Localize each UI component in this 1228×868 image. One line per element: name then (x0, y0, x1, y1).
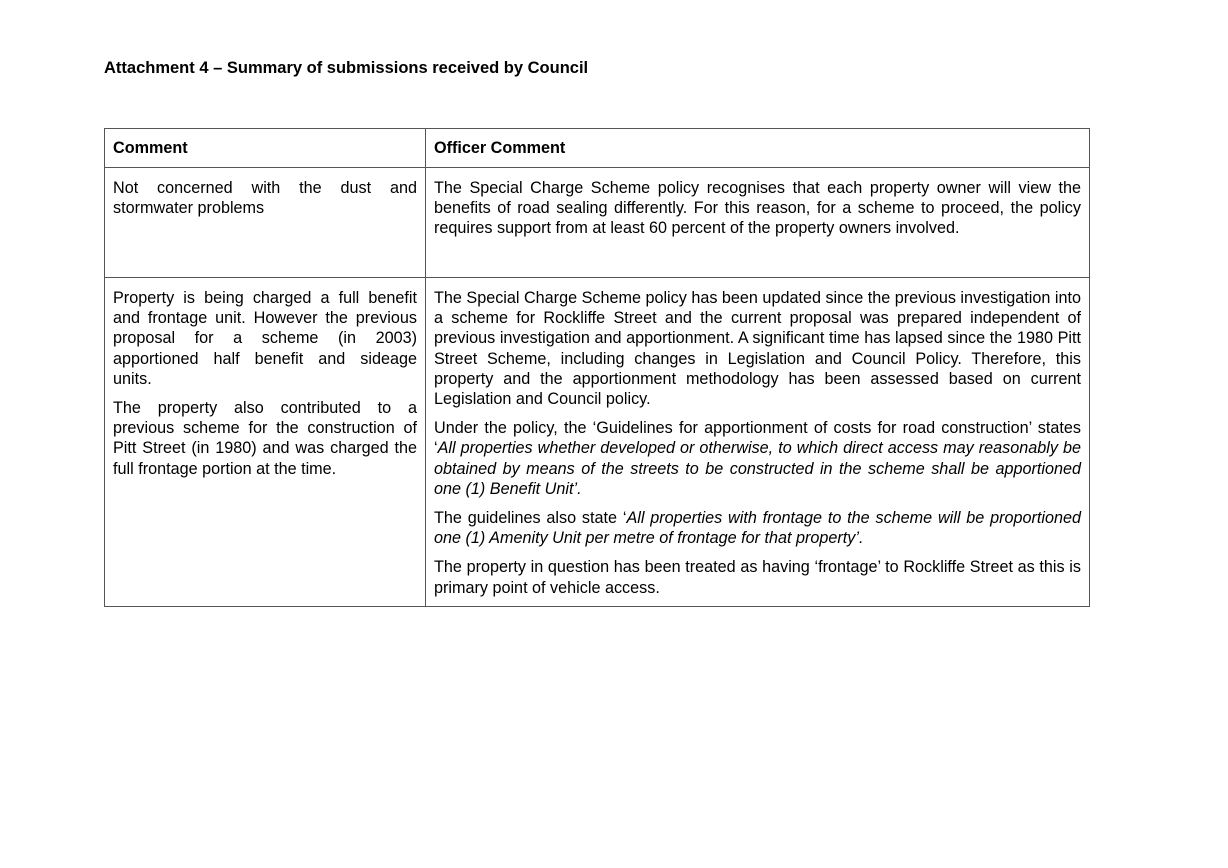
comment-cell (105, 168, 426, 278)
officer-comment-paragraph (434, 418, 1081, 499)
paragraph-lead-text: The guidelines also state ‘ (434, 509, 627, 528)
officer-comment-cell (426, 278, 1090, 607)
officer-comment-paragraph: The Special Charge Scheme policy has been updated since the previous investigation into a scheme for Rockliffe Street and the current proposal was prepared independent of previous investigation and apportionment. A significant time has lapsed since the 1980 Pitt Street Scheme, including changes in Legislation and Council Policy. Therefore, this property and the apportionment methodology has been assessed based on current Legislation and Council policy. (434, 289, 1082, 409)
document-title: Attachment 4 – Summary of submissions received by Council (104, 59, 589, 77)
comment-paragraph: Not concerned with the dust and stormwater problems (113, 179, 417, 218)
paragraph-lead-text: Under the policy, the ‘Guidelines for apportionment of costs for road construction’ states ‘ (434, 419, 1081, 458)
column-header-officer-comment: Officer Comment (426, 129, 1090, 168)
table-header-row (105, 129, 1090, 168)
officer-comment-paragraph: The Special Charge Scheme policy recognises that each property owner will view the benefits of road sealing differently. For this reason, for a scheme to proceed, the policy requires support from at least 60 percent of the property owners involved. (434, 179, 1081, 238)
table-row (105, 168, 1090, 278)
guideline-quote: All properties whether developed or otherwise, to which direct access may reasonably be obtained by means of the streets to be constructed in the scheme shall be apportioned one (1) Benefit Unit’. (434, 439, 1081, 498)
comment-paragraph: Property is being charged a full benefit and frontage unit. However the previous proposal for a scheme (in 2003) apportioned half benefit and sideage units. (113, 289, 417, 388)
comment-cell (105, 278, 426, 607)
submissions-table (104, 128, 1090, 607)
officer-comment-cell (426, 168, 1090, 278)
officer-comment-paragraph (434, 508, 1081, 548)
guideline-quote: All properties with frontage to the scheme will be proportioned one (1) Amenity Unit per metre of frontage for that property’. (434, 509, 1081, 548)
table-row (105, 278, 1090, 607)
column-header-comment: Comment (105, 129, 426, 168)
officer-comment-paragraph: The property in question has been treated as having ‘frontage’ to Rockliffe Street as this is primary point of vehicle access. (434, 558, 1081, 597)
comment-paragraph: The property also contributed to a previous scheme for the construction of Pitt Street (in 1980) and was charged the full frontage portion at the time. (113, 399, 417, 478)
